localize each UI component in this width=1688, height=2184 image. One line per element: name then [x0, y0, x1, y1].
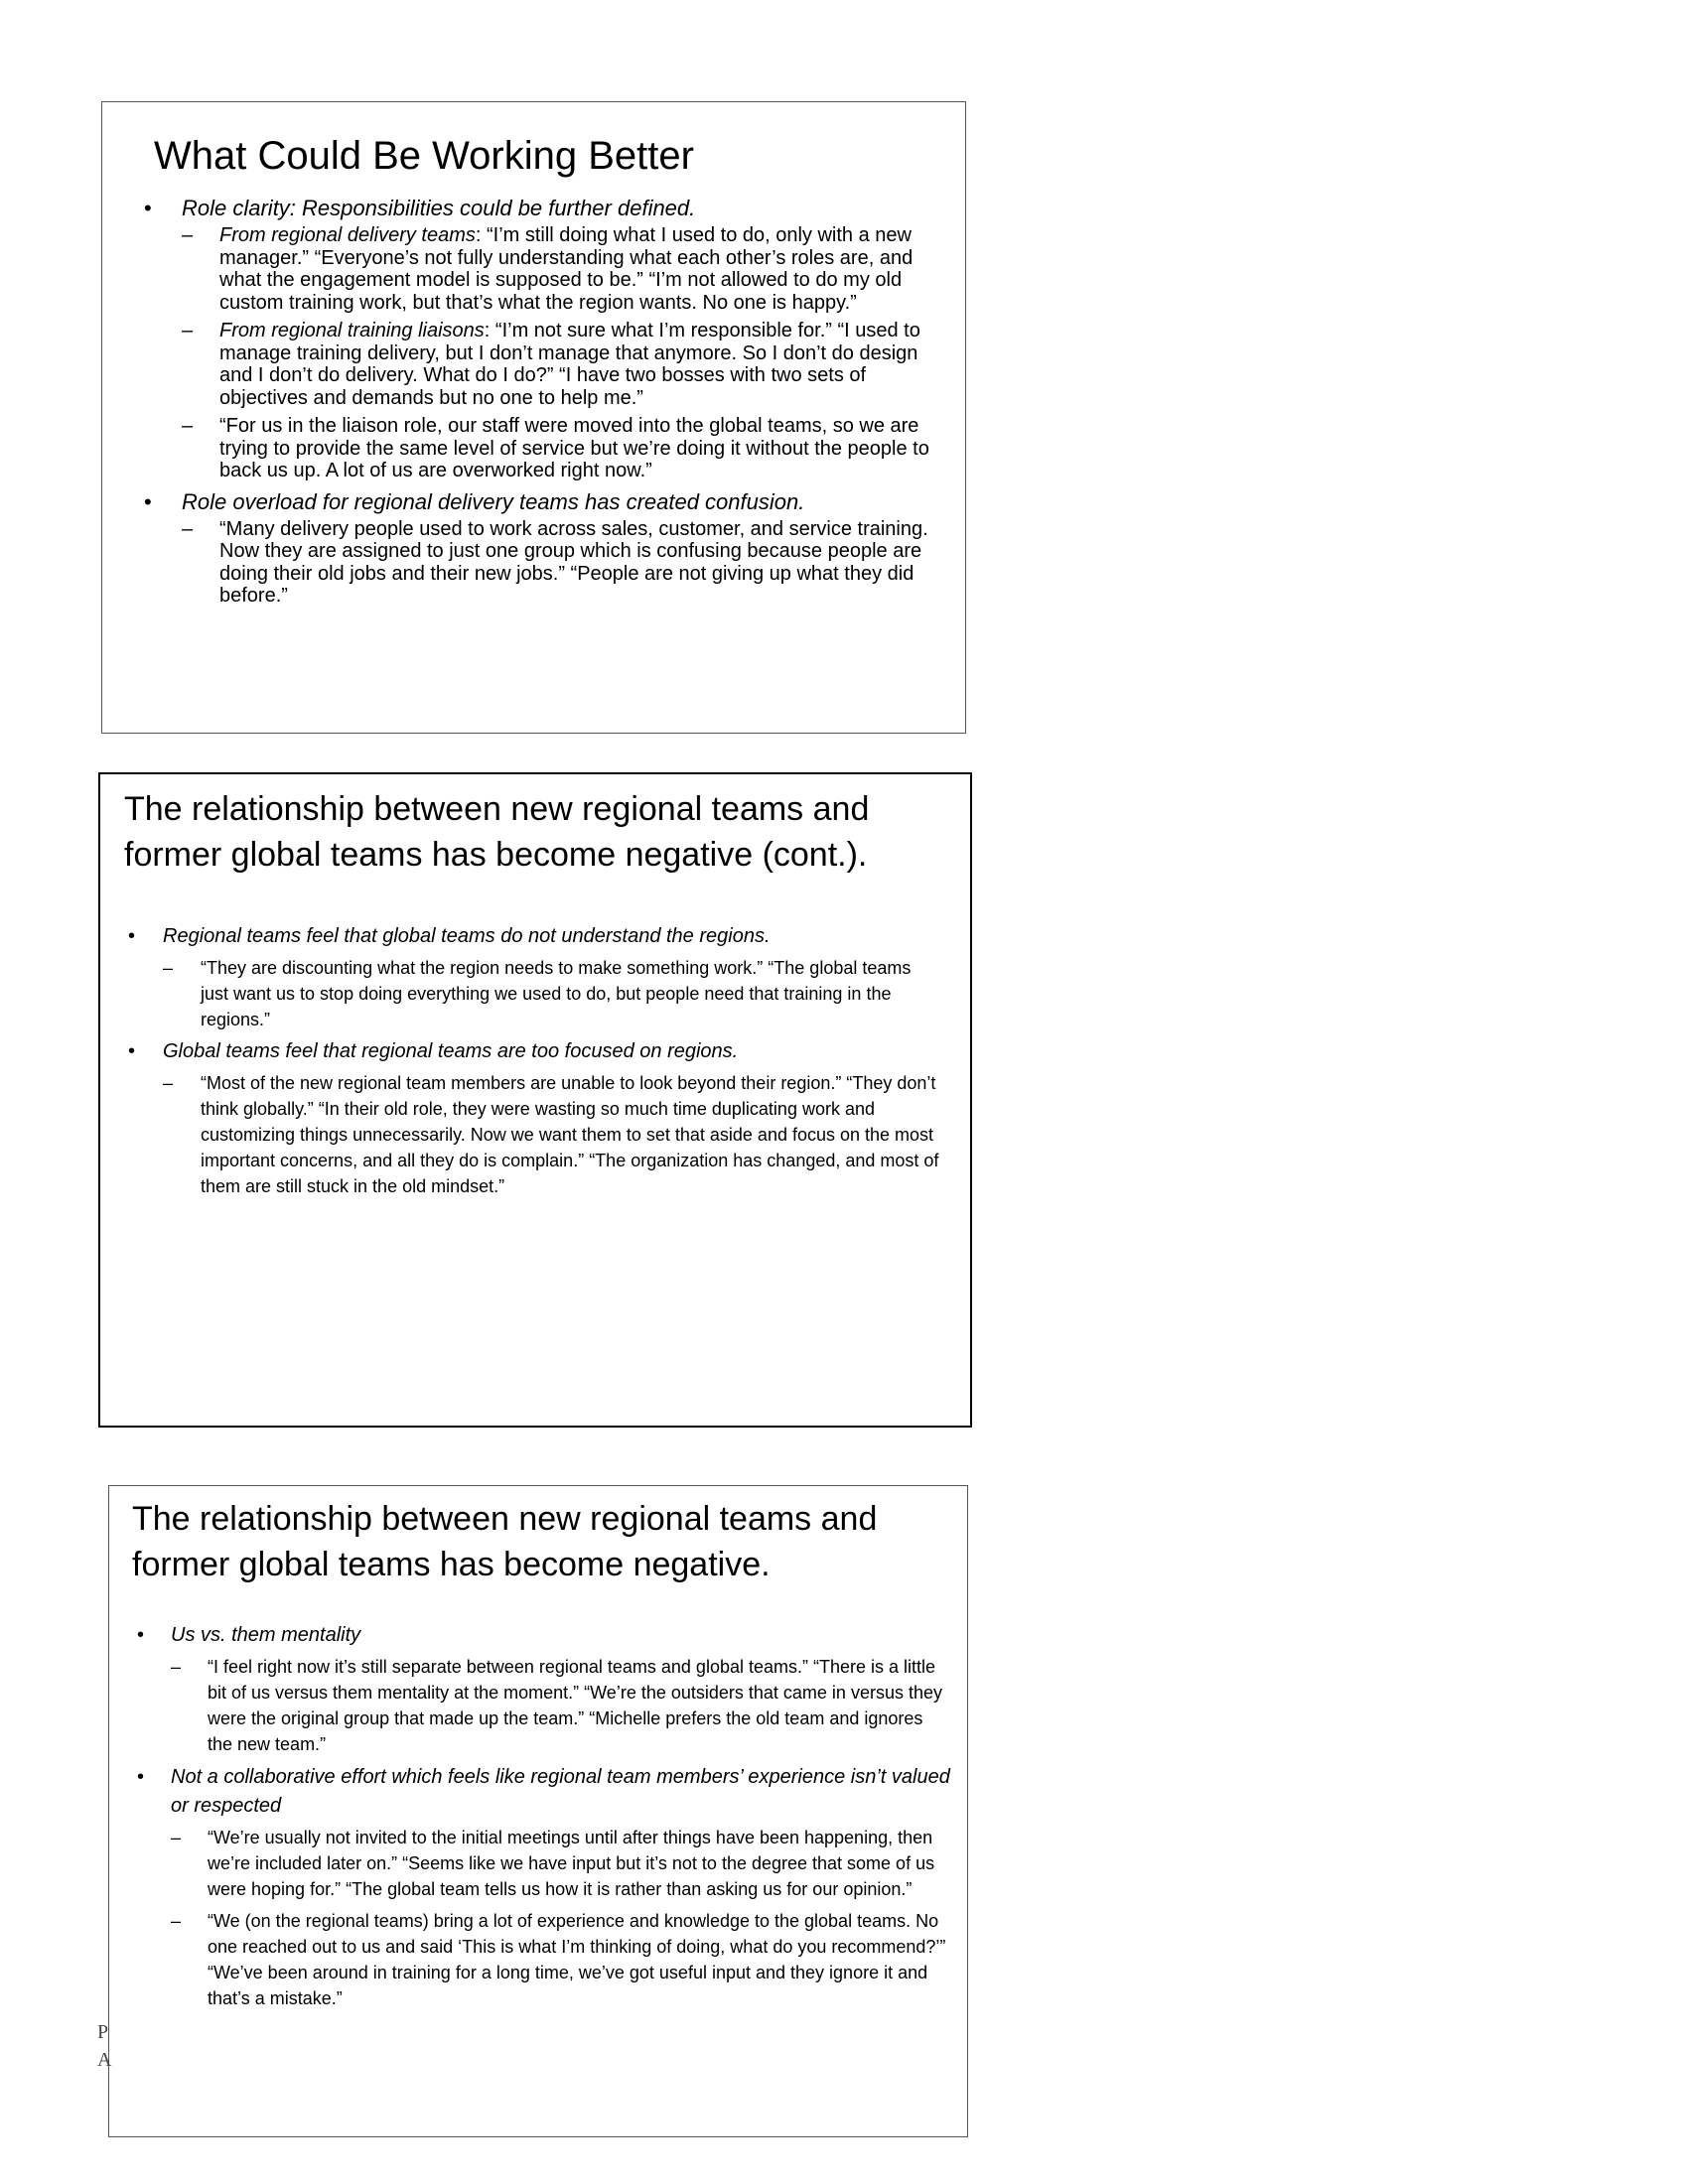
- bullet-item: [144, 195, 938, 482]
- sub-bullet-item: [171, 1654, 951, 1757]
- sub-bullet-text: “Many delivery people used to work across sales, customer, and service training. Now they are assigned to just one group which is confusing because people are doing their old jobs and their new jobs.” “People are not giving up what they did before.”: [219, 517, 928, 607]
- bullet-glyph: •: [128, 925, 136, 947]
- bullet-list: [144, 195, 938, 614]
- slide-relationship-negative-cont: [98, 772, 972, 1428]
- bullet-list: [128, 923, 942, 1205]
- dash-glyph: –: [171, 1657, 182, 1677]
- dash-glyph: –: [182, 517, 194, 540]
- slide-what-could-be-working-better: [101, 101, 966, 734]
- bullet-text: Us vs. them mentality: [171, 1624, 361, 1646]
- bullet-text: Role clarity: Responsibilities could be further defined.: [182, 196, 696, 220]
- slide-title: The relationship between new regional teams and former global teams has become negative.: [132, 1500, 878, 1583]
- edge-text-fragment: P: [97, 2021, 109, 2043]
- bullet-item: [144, 488, 938, 608]
- dash-glyph: –: [182, 320, 194, 341]
- bullet-text: Role overload for regional delivery teams has created confusion.: [182, 488, 805, 514]
- edge-text-fragment: A: [97, 2049, 112, 2071]
- sub-bullet-item: [182, 518, 938, 608]
- sub-bullet-item: [163, 1070, 942, 1199]
- sub-bullet-item: [182, 415, 938, 482]
- sub-bullet-text: “We’re usually not invited to the initial meetings until after things have been happening, then we’re included later on.” “Seems like we have input but it’s not to the degree that some of us were hoping for.” “The global team tells us how it is rather than asking us for our opinion.”: [208, 1828, 935, 1899]
- bullet-text: Global teams feel that regional teams are too focused on regions.: [163, 1040, 739, 1062]
- dash-glyph: –: [163, 958, 174, 978]
- sub-bullet-lead: From regional delivery teams: [219, 224, 476, 246]
- sub-bullet-item: [171, 1908, 951, 2011]
- bullet-item: [137, 1621, 951, 1757]
- sub-bullet-item: [182, 224, 938, 314]
- bullet-text: Not a collaborative effort which feels like regional team members’ experience isn’t valued or respected: [171, 1766, 950, 1817]
- slide-title: The relationship between new regional teams and former global teams has become negative (cont.).: [124, 790, 870, 874]
- dash-glyph: –: [182, 415, 194, 437]
- bullet-glyph: •: [137, 1766, 145, 1788]
- bullet-glyph: •: [144, 196, 152, 220]
- sub-bullet-text: “For us in the liaison role, our staff were moved into the global teams, so we are trying to provide the same level of service but we’re doing it without the people to back us up. A lot of us are overworked right now.”: [219, 415, 929, 481]
- sub-bullet-text: “I feel right now it’s still separate between regional teams and global teams.” “There is a little bit of us versus them mentality at the moment.” “We’re the outsiders that came in versus they were the original group that made up the team.” “Michelle prefers the old team and ignores the new team.”: [208, 1657, 942, 1754]
- sub-bullet-text: : “I’m not sure what I’m responsible for.” “I used to manage training delivery, but I don’t manage that anymore. So I don’t do design and I don’t do delivery. What do I do?” “I have two bosses with two sets of objectives and demands but no one to help me.”: [219, 320, 920, 409]
- slide-title: What Could Be Working Better: [154, 134, 694, 178]
- sub-bullet-lead: From regional training liaisons: [219, 320, 485, 341]
- dash-glyph: –: [163, 1073, 174, 1093]
- bullet-item: [128, 1038, 942, 1199]
- sub-bullet-text: “Most of the new regional team members are unable to look beyond their region.” “They don’t think globally.” “In their old role, they were wasting so much time duplicating work and customizing things unnecessarily. Now we want them to set that aside and focus on the most important concerns, and all they do is complain.” “The organization has changed, and most of them are still stuck in the old mindset.”: [201, 1073, 939, 1196]
- sub-bullet-item: [182, 320, 938, 409]
- sub-bullet-text: : “I’m still doing what I used to do, only with a new manager.” “Everyone’s not fully understanding what each other’s roles are, and what the engagement model is supposed to be.” “I’m not allowed to do my old custom training work, but that’s what the region wants. No one is happy.”: [219, 224, 914, 314]
- dash-glyph: –: [171, 1828, 182, 1847]
- bullet-glyph: •: [128, 1040, 136, 1062]
- sub-bullet-text: “We (on the regional teams) bring a lot of experience and knowledge to the global teams. No one reached out to us and said ‘This is what I’m thinking of doing, what do you recommend?’” “We’ve been around in training for a long time, we’ve got useful input and they ignore it and that’s a mistake.”: [208, 1911, 946, 2008]
- bullet-item: [137, 1763, 951, 2011]
- sub-bullet-item: [171, 1825, 951, 1902]
- dash-glyph: –: [171, 1911, 182, 1931]
- bullet-list: [137, 1621, 951, 2017]
- bullet-text: Regional teams feel that global teams do not understand the regions.: [163, 925, 771, 947]
- bullet-glyph: •: [144, 488, 152, 514]
- bullet-glyph: •: [137, 1624, 145, 1646]
- slide-relationship-negative: [108, 1485, 968, 2137]
- dash-glyph: –: [182, 224, 194, 246]
- sub-bullet-text: “They are discounting what the region needs to make something work.” “The global teams just want us to stop doing everything we used to do, but people need that training in the regions.”: [201, 958, 912, 1029]
- bullet-item: [128, 923, 942, 1032]
- sub-bullet-item: [163, 955, 942, 1032]
